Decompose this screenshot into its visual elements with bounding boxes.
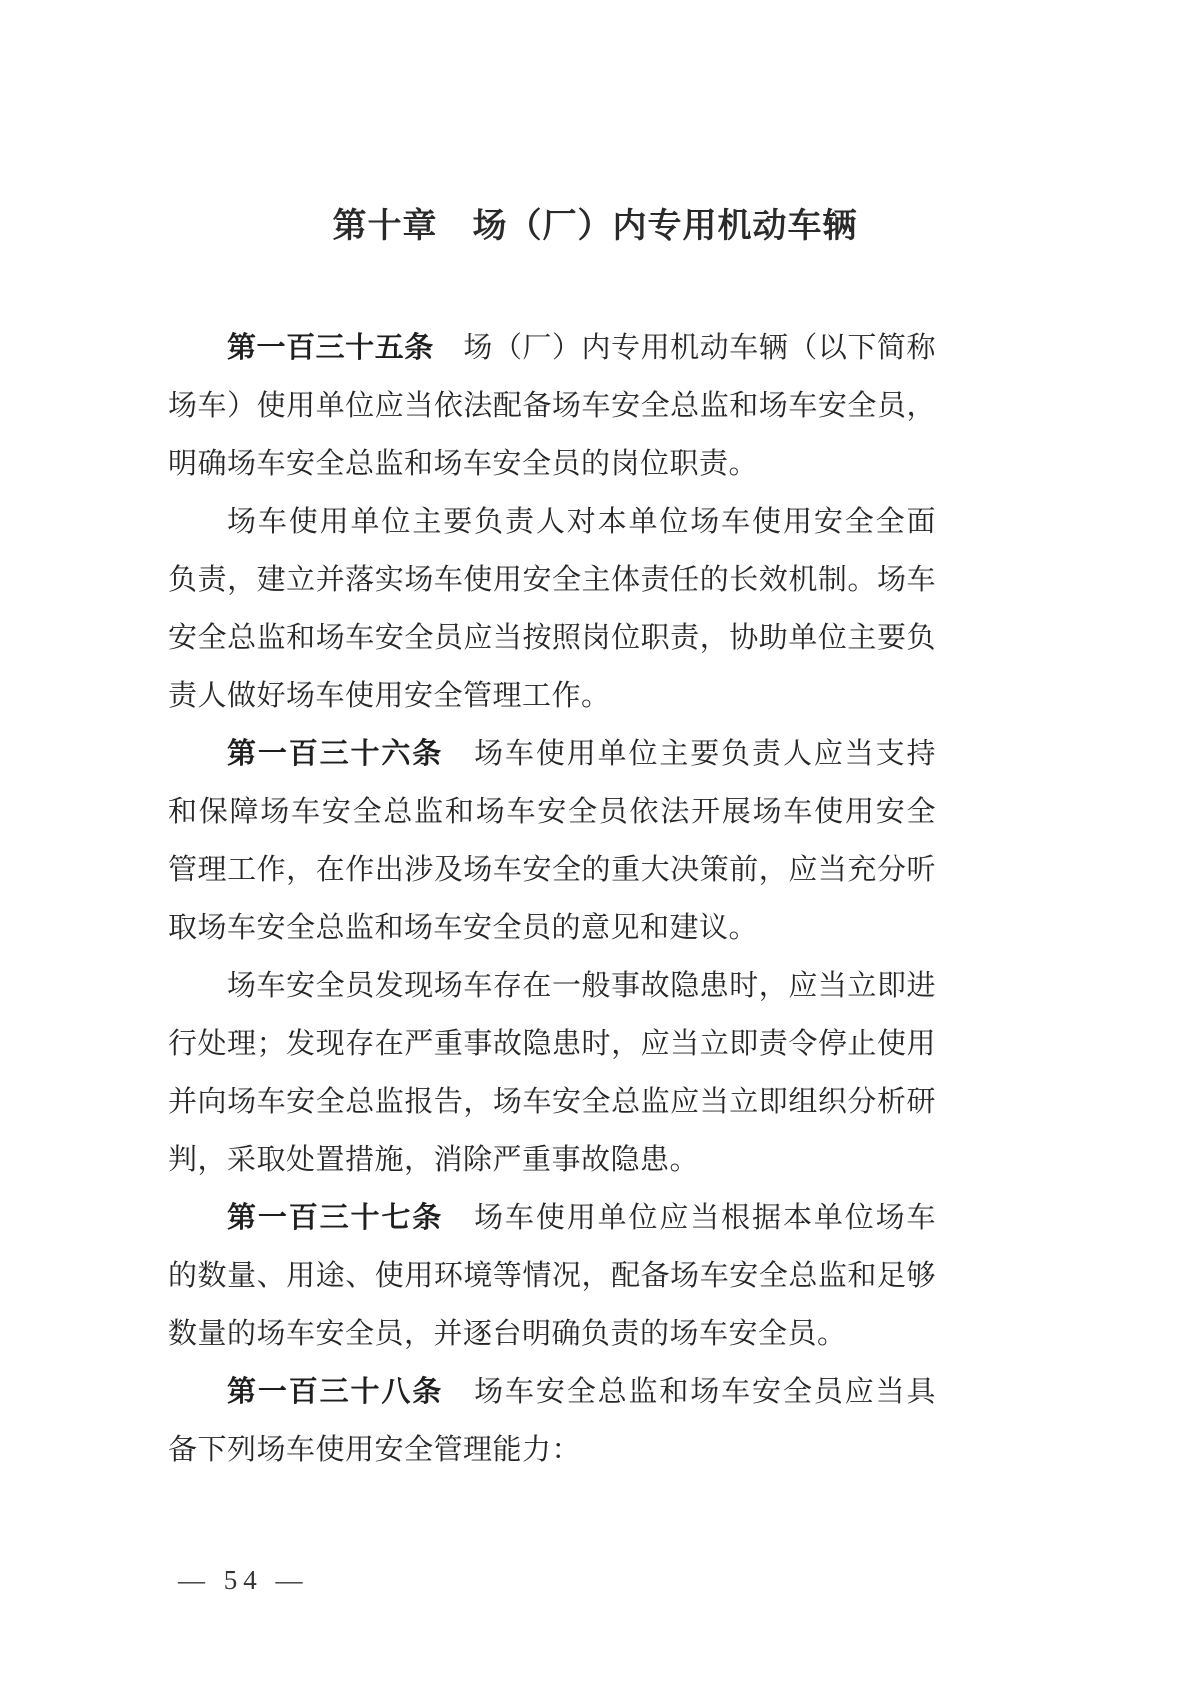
text-segment: 场车使用单位应当根据本单位场车 — [443, 1202, 936, 1234]
text-line — [168, 783, 936, 841]
text-segment: 备下列场车使用安全管理能力： — [168, 1434, 582, 1466]
text-segment: 并向场车安全总监报告，场车安全总监应当立即组织分析研 — [168, 1086, 936, 1118]
text-segment: 场车使用单位主要负责人应当支持 — [443, 738, 936, 770]
text-line — [168, 725, 936, 783]
text-line — [168, 319, 936, 377]
text-line — [168, 1363, 936, 1421]
text-line — [168, 435, 936, 493]
text-line — [168, 1421, 936, 1479]
text-segment: 和保障场车安全总监和场车安全员依法开展场车使用安全 — [168, 796, 936, 828]
text-segment: 管理工作，在作出涉及场车安全的重大决策前，应当充分听 — [168, 854, 936, 886]
text-segment: 场车安全员发现场车存在一般事故隐患时，应当立即进 — [227, 970, 936, 1002]
article-number: 第一百三十五条 — [227, 332, 434, 364]
text-segment: 判，采取处置措施，消除严重事故隐患。 — [168, 1144, 700, 1176]
page-footer — [178, 1563, 309, 1597]
text-line — [168, 377, 936, 435]
text-line — [168, 1073, 936, 1131]
text-segment: 数量的场车安全员，并逐台明确负责的场车安全员。 — [168, 1318, 847, 1350]
text-line — [168, 1131, 936, 1189]
text-line — [168, 493, 936, 551]
article-number: 第一百三十七条 — [227, 1202, 444, 1234]
text-line — [168, 1189, 936, 1247]
text-segment: 行处理；发现存在严重事故隐患时，应当立即责令停止使用 — [168, 1028, 936, 1060]
article-number: 第一百三十八条 — [227, 1376, 444, 1408]
text-segment: 场车安全总监和场车安全员应当具 — [443, 1376, 936, 1408]
text-segment: 明确场车安全总监和场车安全员的岗位职责。 — [168, 448, 759, 480]
text-line — [168, 957, 936, 1015]
text-line — [168, 899, 936, 957]
chapter-title: 第十章 场（厂）内专用机动车辆 — [332, 207, 858, 245]
text-line — [168, 841, 936, 899]
text-segment: 场（厂）内专用机动车辆（以下简称 — [433, 332, 936, 364]
text-segment: 场车使用单位主要负责人对本单位场车使用安全全面 — [227, 506, 936, 538]
text-line — [168, 667, 936, 725]
text-line — [168, 1015, 936, 1073]
text-line — [168, 551, 936, 609]
text-segment: 取场车安全总监和场车安全员的意见和建议。 — [168, 912, 759, 944]
text-line — [168, 1305, 936, 1363]
page-number: — 54 — — [178, 1564, 309, 1595]
text-segment: 安全总监和场车安全员应当按照岗位职责，协助单位主要负 — [168, 622, 936, 654]
text-segment: 负责，建立并落实场车使用安全主体责任的长效机制。场车 — [168, 564, 936, 596]
text-segment: 责人做好场车使用安全管理工作。 — [168, 680, 611, 712]
article-number: 第一百三十六条 — [227, 738, 444, 770]
text-segment: 的数量、用途、使用环境等情况，配备场车安全总监和足够 — [168, 1260, 936, 1292]
text-line — [168, 609, 936, 667]
text-segment: 场车）使用单位应当依法配备场车安全总监和场车安全员， — [168, 390, 936, 422]
document-body — [168, 319, 936, 1479]
text-line — [168, 1247, 936, 1305]
